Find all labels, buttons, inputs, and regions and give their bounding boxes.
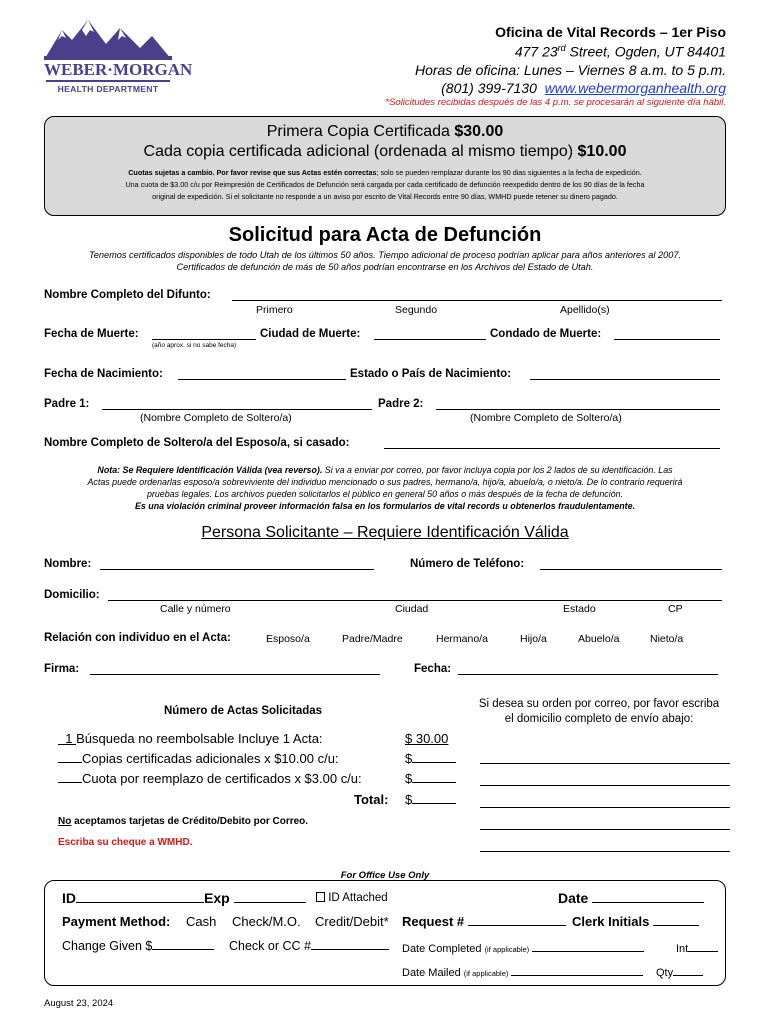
state-hint: Estado — [563, 603, 596, 615]
city-hint: Ciudad — [395, 603, 429, 615]
spouse-field[interactable] — [384, 437, 720, 449]
street-hint: Calle y número — [160, 603, 231, 615]
office-int: Int — [676, 940, 718, 955]
office-id: ID — [62, 890, 204, 906]
copies-amount-field[interactable] — [412, 751, 456, 763]
check-cc-number: Check or CC # — [229, 938, 389, 953]
payment-credit[interactable]: Credit/Debit* — [315, 914, 389, 929]
address-label: Domicilio: — [44, 589, 100, 601]
intro-line-2: Certificados de defunción de más de 50 años podrían encontrarse en los Archivos del Estado de Utah. — [176, 262, 594, 272]
requester-name-field[interactable] — [100, 558, 374, 570]
website-link[interactable]: www.webermorganhealth.org — [544, 80, 726, 96]
zip-hint: CP — [668, 603, 683, 615]
mail-address-line-3[interactable] — [480, 796, 730, 808]
death-county-label: Condado de Muerte: — [490, 328, 602, 340]
footer-date: August 23, 2024 — [44, 998, 114, 1009]
requester-name-label: Nombre: — [44, 558, 92, 570]
spouse-label: Nombre Completo de Soltero/a del Esposo/a, si casado: — [44, 437, 350, 449]
last-name-hint: Apellido(s) — [560, 304, 610, 316]
mail-address-line-5[interactable] — [480, 840, 730, 852]
id-attached-checkbox[interactable] — [316, 892, 325, 902]
total-amount: $ — [405, 792, 456, 807]
office-exp: Exp — [204, 890, 306, 906]
first-name-hint: Primero — [256, 304, 293, 316]
death-date-hint: (año aprox. si no sabe fecha) — [152, 342, 237, 349]
logo-text-weber-morgan: WEBER·MORGAN — [44, 60, 193, 79]
relation-option-grandparent[interactable]: Abuelo/a — [578, 633, 620, 645]
office-date: Date — [558, 890, 704, 906]
date-label: Fecha: — [414, 663, 452, 675]
office-name: Oficina de Vital Records – 1er Piso — [495, 24, 726, 40]
additional-copy-fee: Cada copia certificada adicional (ordenada al mismo tiempo) $10.00 — [143, 143, 627, 160]
decedent-name-field[interactable] — [232, 289, 722, 301]
total-label: Total: — [354, 792, 389, 807]
birth-place-label: Estado o País de Nacimiento: — [350, 368, 512, 380]
payment-cash[interactable]: Cash — [186, 914, 217, 929]
first-copy-fee: Primera Copia Certificada $30.00 — [266, 123, 504, 140]
office-qty: Qty — [656, 964, 703, 979]
birth-date-label: Fecha de Nacimiento: — [44, 368, 163, 380]
relation-option-spouse[interactable]: Esposo/a — [266, 633, 310, 645]
relation-option-parent[interactable]: Padre/Madre — [342, 633, 403, 645]
father1-hint: (Nombre Completo de Soltero/a) — [140, 412, 292, 424]
form-title: Solicitud para Acta de Defunción — [228, 224, 542, 246]
id-attached: ID Attached — [316, 892, 388, 904]
middle-name-hint: Segundo — [395, 304, 438, 316]
birth-date-field[interactable] — [178, 368, 346, 380]
payment-check[interactable]: Check/M.O. — [232, 914, 301, 929]
office-address: 477 23rd Street, Ogden, UT 84401 — [514, 43, 726, 60]
death-date-field[interactable] — [152, 328, 256, 340]
payment-method-label: Payment Method: — [62, 914, 171, 929]
phone-label: Número de Teléfono: — [410, 558, 525, 570]
father2-hint: (Nombre Completo de Soltero/a) — [470, 412, 622, 424]
signature-label: Firma: — [44, 663, 80, 675]
note-line-2: Actas puede ordenarlas esposo/a sobreviviente del individuo mencionado o sus padres, hermano/a, hijo/a, abuelo/a, o nieto/a. De lo contrario requerirá — [87, 477, 683, 487]
copies-amount: $ — [405, 751, 456, 766]
reprint-amount-field[interactable] — [412, 771, 456, 783]
no-credit-note: No aceptamos tarjetas de Crédito/Debito por Correo. — [58, 816, 309, 827]
note-line-3: pruebas legales. Los archivos pueden solicitarlos el público en general 50 años o más después de la fecha de defunción. — [146, 489, 624, 499]
father1-field[interactable] — [102, 398, 372, 410]
mountains-icon — [44, 18, 172, 60]
birth-place-field[interactable] — [530, 368, 720, 380]
mail-address-line-2[interactable] — [480, 774, 730, 786]
mail-note-2: el domicilio completo de envío abajo: — [504, 713, 694, 725]
date-mailed: Date Mailed (if applicable) — [402, 964, 643, 979]
logo-text-health-department: HEALTH DEPARTMENT — [57, 84, 159, 94]
death-city-field[interactable] — [374, 328, 486, 340]
mail-address-line-1[interactable] — [480, 752, 730, 764]
request-number: Request # — [402, 914, 566, 929]
death-county-field[interactable] — [614, 328, 720, 340]
fee-notes: Cuotas sujetas a cambio. Por favor revise que sus Actas estén correctas; solo se pueden remplazar durante los 90 dias siguientes a la fecha de expedición. Una cuota de $3.00 c/u por Reimpresión de Certificados de Defunción será cargada por cada certificado de defunción reexpedido dentro de los 90 días de la fecha original de expedición. Si el solicitante no responde a un aviso por escrito de Vital Records entre 90 días, WMHD puede retener su dinero pagado. — [125, 168, 645, 201]
mail-note-1: Si desea su orden por correo, por favor escriba — [478, 698, 720, 710]
death-date-label: Fecha de Muerte: — [44, 328, 139, 340]
clerk-initials: Clerk Initials — [572, 914, 699, 929]
fee-box — [44, 116, 726, 216]
note-line-1: Nota: Se Requiere Identificación Válida (vea reverso). Si va a enviar por correo, por favor incluya copia por los 2 lados de su identificación. Las — [97, 465, 673, 475]
decedent-name-label: Nombre Completo del Difunto: — [44, 289, 211, 301]
copies-line: Copias certificadas adicionales x $10.00 c/u: — [58, 751, 339, 766]
search-line: 1 Búsqueda no reembolsable Incluye 1 Acta: — [65, 731, 323, 746]
phone-field[interactable] — [540, 558, 722, 570]
reprint-amount: $ — [405, 771, 456, 786]
signature-field[interactable] — [90, 663, 380, 675]
relation-option-child[interactable]: Hijo/a — [520, 633, 547, 645]
death-city-label: Ciudad de Muerte: — [260, 328, 361, 340]
copies-qty-field[interactable] — [58, 751, 82, 763]
father2-field[interactable] — [436, 398, 720, 410]
address-field[interactable] — [108, 589, 722, 601]
order-title: Número de Actas Solicitadas — [164, 705, 323, 717]
change-given: Change Given $ — [62, 938, 214, 953]
reprint-qty-field[interactable] — [58, 771, 82, 783]
date-completed: Date Completed (if applicable) — [402, 940, 644, 955]
relation-option-grandchild[interactable]: Nieto/a — [650, 633, 684, 645]
search-amount: $ 30.00 — [405, 731, 449, 746]
relation-label: Relación con individuo en el Acta: — [44, 632, 231, 644]
note-line-4: Es una violación criminal proveer información falsa en los formularios de vital records u obtenerlos fraudulentamente. — [134, 501, 636, 511]
office-use-title: For Office Use Only — [340, 870, 430, 881]
reprint-line: Cuota por reemplazo de certificados x $3.00 c/u: — [58, 771, 362, 786]
after-hours-note: *Solicitudes recibidas después de las 4 p.m. se procesarán al siguiente día hábil. — [385, 97, 726, 108]
date-field[interactable] — [458, 663, 718, 675]
office-hours: Horas de oficina: Lunes – Viernes 8 a.m. to 5 p.m. — [414, 62, 726, 78]
total-amount-field[interactable] — [412, 792, 456, 804]
logo-divider — [46, 80, 170, 82]
father1-label: Padre 1: — [44, 398, 90, 410]
intro-line-1: Tenemos certificados disponibles de todo Utah de los últimos 50 años. Tiempo adicional de proceso podrían aplicar para años anteriores al 2007. — [88, 250, 682, 260]
relation-option-sibling[interactable]: Hermano/a — [436, 633, 488, 645]
office-contact: (801) 399-7130 www.webermorganhealth.org — [441, 80, 726, 96]
check-payable-note: Escriba su cheque a WMHD. — [58, 837, 193, 848]
requester-title: Persona Solicitante – Requiere Identificación Válida — [201, 524, 569, 541]
weber-morgan-logo — [44, 18, 193, 100]
father2-label: Padre 2: — [378, 398, 424, 410]
mail-address-line-4[interactable] — [480, 818, 730, 830]
